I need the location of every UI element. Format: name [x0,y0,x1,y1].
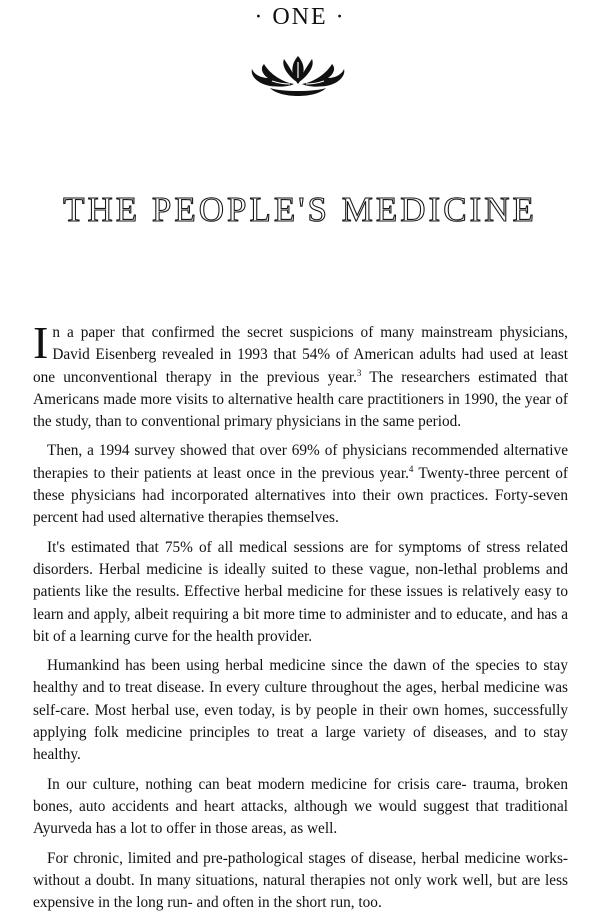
paragraph-2-text-a: Then, a 1994 survey showed that over 69% of physicians recommended alternative therapies to their patients at least once in the previous year. [33,442,568,482]
lotus-ornament-icon [250,54,346,98]
endnote-marker: 3 [356,367,362,378]
paragraph-1 [33,317,568,433]
paragraph-5: In our culture, nothing can beat modern medicine for crisis care- trauma, broken bones, auto accidents and heart attacks, although we would suggest that traditional Ayurveda has a lot to offer in those areas, as well. [33,775,568,838]
paragraph-2 [33,440,568,529]
chapter-title: THE PEOPLE'S MEDICINE [63,190,537,229]
paragraph-2-text-b: Twenty-three percent of these physicians had incorporated alternatives into their own practices. Forty-seven percent had used alternative therapies themselves. [33,464,568,527]
body-text [33,317,568,921]
chapter-label: · ONE · [254,4,346,30]
paragraph-1-text-a: n a paper that confirmed the secret suspicions of many mainstream physicians, David Eisenberg revealed in 1993 that 54% of American adults had used at least one unconventional therapy in the previous year. [33,324,568,386]
paragraph-1-text-b: The researchers estimated that Americans made more visits to alternative health care practitioners in 1990, the year of the study, than to conventional primary physicians in the same period. [33,368,568,431]
paragraph-3: It's estimated that 75% of all medical sessions are for symptoms of stress related disorders. Herbal medicine is ideally suited to these vague, non-lethal problems and patients like the results. Effective herbal medicine for these issues is relatively easy to learn and apply, albeit requiring a bit more time to administer and to educate, and has a bit of a learning curve for the health provider. [33,538,568,645]
endnote-marker: 4 [408,463,414,474]
paragraph-6: For chronic, limited and pre-pathological stages of disease, herbal medicine works- without a doubt. In many situations, natural therapies not only work well, but are less expensive in the long run- and often in the short run, too. [33,849,568,912]
paragraph-4: Humankind has been using herbal medicine since the dawn of the species to stay healthy and to treat disease. In every culture throughout the ages, herbal medicine was self-care. Most herbal use, even today, is by people in their own homes, successfully applying folk medicine principles to treat a large variety of diseases, and to stay healthy. [33,657,568,764]
drop-cap: I [33,317,49,368]
